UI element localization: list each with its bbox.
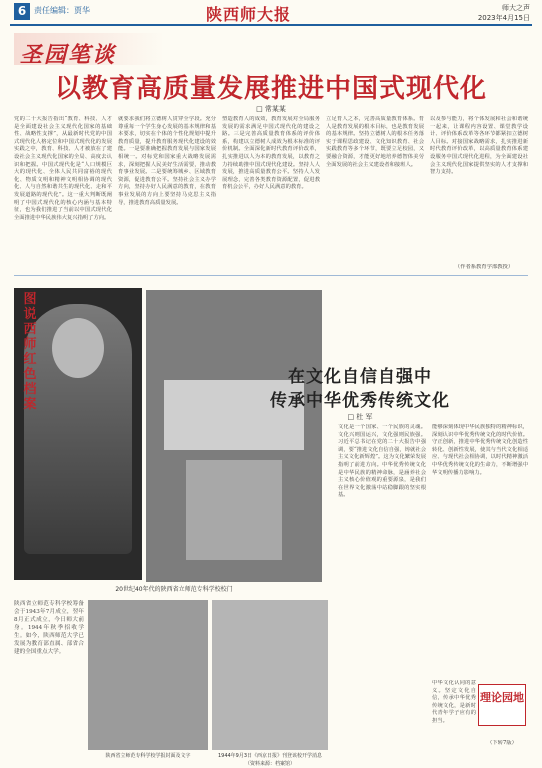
archive-journal-caption: 陕西省立师范专科学校学报封面及文字 (105, 753, 191, 759)
campus-gate-photo (146, 290, 322, 582)
sidebar-vertical-banner: 图说西师红色档案 (23, 292, 37, 412)
issue-date: 2023年4月15日 (477, 14, 530, 22)
article2-title-line2: 传承中华优秀传统文化 (270, 391, 450, 411)
article2-title-line1: 在文化自信自强中 (288, 367, 432, 387)
article1-end-note: （作者系教育学部教授） (454, 264, 514, 270)
issue-info (478, 3, 530, 23)
article1-byline: □ 常某某 (256, 105, 286, 113)
archive-journal-photo (88, 600, 208, 750)
article1-column-5: 以及参与能力，将个体发展和社会和谐统一起来，让课程内容设置、课堂教学设计、评价体系改革等各环节都紧扣立德树人目标。对接国家战略需求，扎实推进新时代教育评价改革，以高质量教育体系建设服务中国式现代化进程，为全面建设社会主义现代化国家提供坚实的人才支撑和智力支持。 (430, 116, 528, 176)
article1-column-1: 党的二十大报告指出“教育、科技、人才是全面建设社会主义现代化国家的基础性、战略性支撑”，从最新时代党的中国式现代化人格定位和中国式现代化的发展实践之中，教育、科技、人才被放在了建设社会主义现代化国家的全局、高度去认识和把握。中国式现代化是“人口规模巨大的现代化、全体人民共同富裕的现代化、物质文明和精神文明相协调的现代化、人与自然和谐共生的现代化、走和平发展道路的现代化”。这一重大判断既阐明了中国式现代化的核心内涵与基本特征，也为我们推进了当前以中国式现代化全面推进中华民族伟大复兴指明了方向。 (14, 116, 112, 221)
article2-column-1: 文化是一个国家、一个民族的灵魂。文化兴则国运兴，文化强则民族强。习近平总书记在党的二十大报告中强调，要“推进文化自信自强，铸就社会主义文化新辉煌”。这为文化繁荣发展指明了前进方向。中华优秀传统文化是中华民族的精神命脉，是涵养社会主义核心价值观的重要源泉，是我们在世界文化激荡中站稳脚跟的坚实根基。 (338, 424, 426, 499)
article1-column-3: 就要求我们将立德树人贯穿全学段。充分尊重每一个学生身心发展的基本规律和基本要求，切实在个体的个性化规划中提升教育质量，提升教育服务现代化建设的效能。一是要准确把握教育发展与国家发展相统一。对标党和国家重大战略发展需求，深刻把握人民美好生活需要，推动教育事业发展。二是要统筹城乡、区域教育资源，促进教育公平。坚持社会主义办学方向，坚持办好人民满意的教育，在教育事业发展的方向上要坚持马克思主义指导，推进教育高质量发展。 (118, 116, 216, 206)
editor-credit: 责任编辑：贾华 (34, 6, 90, 15)
column-tag: 圣园笔谈 (20, 42, 117, 68)
campus-gate-caption: 20世纪40年代的陕西省立师范专科学校校门 (115, 586, 233, 593)
archive-newspaper-caption: 1944年9月3日《西京日报》刊登该校开学消息 (217, 753, 323, 759)
article2-byline: □ 杜 军 (347, 413, 373, 421)
campus-gate-ground (186, 460, 282, 560)
founder-photo-face (52, 318, 104, 378)
article1-column-4: 塑造教育人的成效，教育发展对全局服务发展的需求满足中国式现代化的建设之路。三是完善高质量教育体系的评价体系，构建以立德树人成效为根本标准的评价机制。全面深化新时代教育评价改革，扎实推进以人为本的教育发展，以教育之力持续助推中国式现代化建设。坚持人人发展，推进高质量教育公平。坚持人人发展理念，完善各类教育资源配置，促进教育机会公平，办好人民满意的教育。 (222, 116, 320, 191)
page-number: 6 (14, 3, 30, 20)
masthead: 陕西师大报 (206, 5, 292, 24)
sidebar-text: 陕西省立师范专科学校筹备会于1943年7月成立，翌年8月正式成立，今日师大前身。1944年秋季招收学生。如今，陕西师范大学已发展为教育部直属、部省合建的全国重点大学。 (14, 601, 84, 655)
article1-column-2: 立足育人之本，完善高质量教育体系。育人是教育发展的根本目标，也是教育发展的基本规律。坚持立德树人的根本任务落实于课程思政建设、文化知识教育、社会实践教育等多个环节，既要立足校园，又要融合资源，才能更好地培养德智体美劳全面发展的社会主义建设者和接班人。 (326, 116, 424, 168)
header-rule (10, 24, 532, 26)
section-divider (14, 275, 528, 276)
archive-newspaper-photo (212, 600, 328, 750)
article1-title: 以教育高质量发展推进中国式现代化 (54, 74, 487, 104)
source-credit: （资料来源：档案馆） (244, 761, 295, 767)
article2-column-3: 中华文化认同的意义。坚定文化自信，传承中华优秀传统文化，是新时代青年学子应有的担当。 (432, 680, 476, 724)
article2-end-note: （下转7版） (487, 740, 517, 746)
theory-garden-badge: 理论园地 (478, 684, 526, 726)
issue-section: 师大之声 (502, 4, 530, 12)
article2-column-2: 能够深刻体现中华民族独特的精神标识，深刻认识中华优秀传统文化的时代价值。守正创新，推进中华优秀传统文化创造性转化、创新性发展，使其与当代文化相适应、与现代社会相协调，以时代精神激活中华优秀传统文化的生命力，不断增强中华文明传播力影响力。 (432, 424, 528, 476)
